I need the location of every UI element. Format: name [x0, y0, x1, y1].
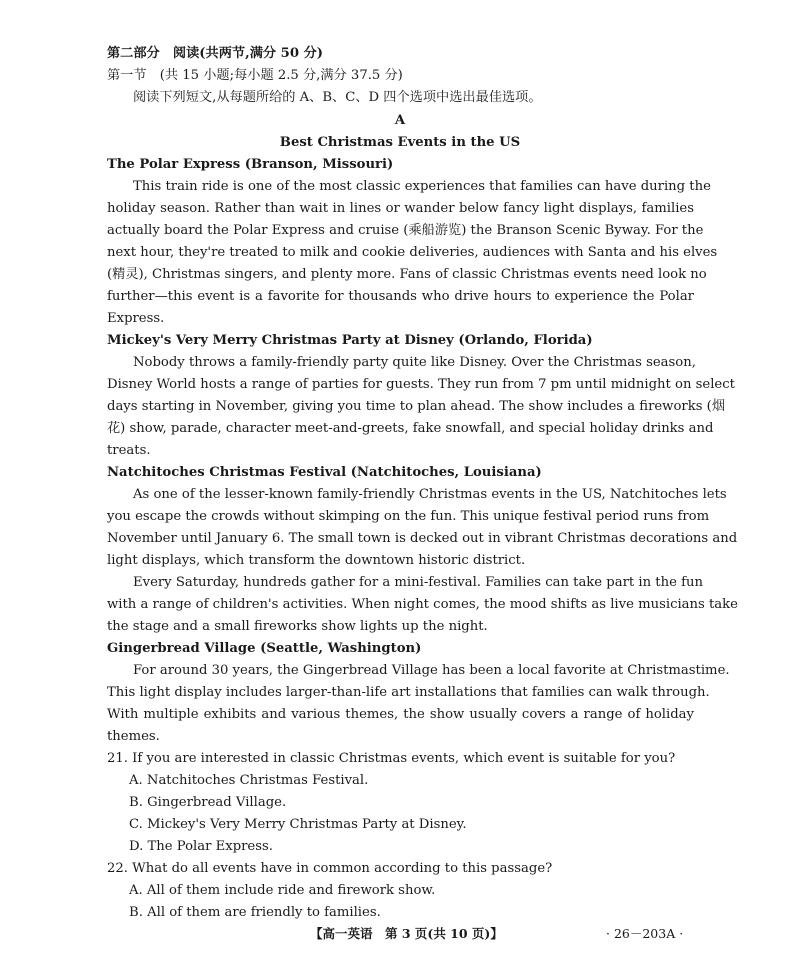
passage-letter: A	[394, 113, 406, 128]
paragraph-line: Express.	[107, 311, 165, 326]
paragraph-line: light displays, which transform the downtown historic district.	[107, 553, 526, 568]
paragraph-line: As one of the lesser-known family-friendly Christmas events in the US, Natchitoches lets	[133, 487, 727, 502]
paragraph-line: This train ride is one of the most classic experiences that families can have during the	[133, 179, 711, 194]
question-22-option-a: A. All of them include ride and firework show.	[129, 883, 436, 898]
paragraph-line: with a range of children's activities. When night comes, the mood shifts as live musicians take	[107, 597, 738, 612]
question-21-option-c: C. Mickey's Very Merry Christmas Party at Disney.	[129, 817, 467, 832]
paragraph-line: This light display includes larger-than-life art installations that families can walk through.	[107, 685, 710, 700]
paragraph-line: holiday season. Rather than wait in lines or wander below fancy light displays, families	[107, 201, 694, 216]
question-21-option-b: B. Gingerbread Village.	[129, 795, 287, 810]
section-heading-polar-express: The Polar Express (Branson, Missouri)	[107, 157, 394, 172]
instructions: 阅读下列短文,从每题所给的 A、B、C、D 四个选项中选出最佳选项。	[133, 90, 542, 105]
question-22-stem: 22. What do all events have in common according to this passage?	[107, 861, 553, 876]
paragraph-line: next hour, they're treated to milk and cookie deliveries, audiences with Santa and his elves	[107, 245, 718, 260]
paragraph-line: Nobody throws a family-friendly party quite like Disney. Over the Christmas season,	[133, 355, 696, 370]
part-title: 第二部分 阅读(共两节,满分 50 分)	[107, 46, 324, 61]
paragraph-line: Disney World hosts a range of parties for guests. They run from 7 pm until midnight on select	[107, 377, 735, 392]
paragraph-line: Every Saturday, hundreds gather for a mini-festival. Families can take part in the fun	[133, 575, 703, 590]
passage-title: Best Christmas Events in the US	[279, 135, 521, 150]
section-heading-gingerbread: Gingerbread Village (Seattle, Washington)	[107, 641, 422, 656]
question-22-option-b: B. All of them are friendly to families.	[129, 905, 381, 920]
section-heading-natchitoches: Natchitoches Christmas Festival (Natchitoches, Louisiana)	[107, 465, 542, 480]
paragraph-line: themes.	[107, 729, 160, 744]
paragraph-line: actually board the Polar Express and cruise (乘船游览) the Branson Scenic Byway. For the	[107, 223, 704, 238]
page-footer-label: 【高一英语 第 3 页(共 10 页)】	[310, 926, 503, 941]
paragraph-line: November until January 6. The small town is decked out in vibrant Christmas decorations and	[107, 531, 738, 546]
question-21-stem: 21. If you are interested in classic Christmas events, which event is suitable for you?	[107, 751, 676, 766]
paragraph-line: treats.	[107, 443, 151, 458]
question-21-option-a: A. Natchitoches Christmas Festival.	[129, 773, 369, 788]
paragraph-line: (精灵), Christmas singers, and plenty more. Fans of classic Christmas events need look no	[107, 267, 707, 282]
page-footer-code: · 26－203A ·	[606, 926, 684, 941]
paragraph-line: you escape the crowds without skimping on the fun. This unique festival period runs from	[107, 509, 710, 524]
paragraph-line: further—this event is a favorite for thousands who drive hours to experience the Polar	[107, 289, 694, 304]
paragraph-line: For around 30 years, the Gingerbread Village has been a local favorite at Christmastime.	[133, 663, 730, 678]
paragraph-line: days starting in November, giving you time to plan ahead. The show includes a fireworks (烟	[107, 399, 726, 414]
subsection-title: 第一节 (共 15 小题;每小题 2.5 分,满分 37.5 分)	[107, 68, 403, 83]
paragraph-line: With multiple exhibits and various themes, the show usually covers a range of holiday	[107, 707, 694, 722]
question-21-option-d: D. The Polar Express.	[129, 839, 273, 854]
paragraph-line: the stage and a small fireworks show lights up the night.	[107, 619, 488, 634]
section-heading-disney: Mickey's Very Merry Christmas Party at Disney (Orlando, Florida)	[107, 333, 593, 348]
paragraph-line: 花) show, parade, character meet-and-greets, fake snowfall, and special holiday drinks and	[107, 421, 714, 436]
